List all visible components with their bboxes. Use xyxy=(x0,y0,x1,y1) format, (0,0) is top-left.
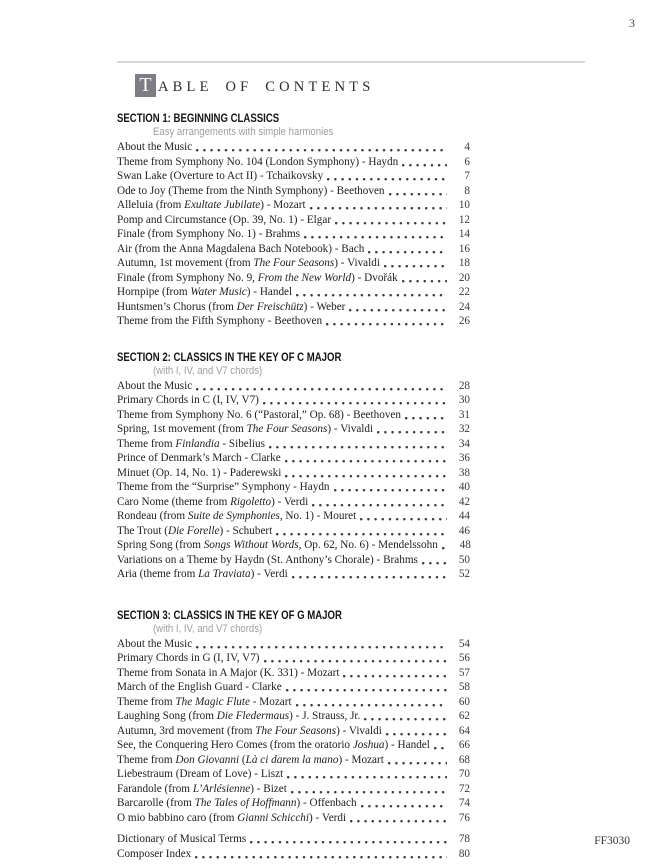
toc-entry xyxy=(117,155,470,170)
entry-title xyxy=(117,666,339,681)
dot-leader xyxy=(364,709,447,724)
entry-title xyxy=(117,155,398,170)
toc-entry xyxy=(117,495,470,510)
dot-leader xyxy=(368,242,447,257)
entry-page-number: 64 xyxy=(458,724,470,737)
entry-page-number: 58 xyxy=(458,681,470,693)
entry-title xyxy=(117,753,384,768)
entry-title xyxy=(117,680,282,695)
toc-entry xyxy=(117,285,470,300)
entry-page-number: 80 xyxy=(458,847,470,860)
dot-leader xyxy=(327,169,447,184)
entry-title-part: About the Music xyxy=(117,141,193,153)
entry-title-part: ) - J. Strauss, Jr. xyxy=(289,710,361,722)
toc-entry xyxy=(117,832,470,847)
entry-page-number: 36 xyxy=(458,452,470,464)
toc-entry xyxy=(117,408,470,423)
entry-title xyxy=(117,651,260,666)
entry-title-italic-part: Water Music xyxy=(190,286,247,298)
dot-leader xyxy=(296,695,447,710)
entry-title xyxy=(117,480,330,495)
entry-title-part: Hornpipe (from xyxy=(117,286,191,298)
entry-title-part: Theme from xyxy=(117,753,176,766)
dot-leader xyxy=(442,538,448,553)
section-header-text: SECTION 2: CLASSICS IN THE KEY OF C MAJOR xyxy=(117,349,342,364)
dot-leader xyxy=(285,451,447,466)
entry-title xyxy=(117,637,192,652)
entry-title-part: ) - Schubert xyxy=(219,524,273,537)
entry-title-part: O mio babbino caro (from xyxy=(117,811,238,824)
entry-title xyxy=(117,379,192,394)
entry-title xyxy=(117,767,283,782)
toc-section xyxy=(117,350,470,582)
section-subtitle-text: (with I, IV, and V7 chords) xyxy=(153,622,263,635)
entry-title xyxy=(117,811,346,826)
dot-leader xyxy=(250,832,447,847)
entry-title-italic-part: Don Giovanni xyxy=(175,753,240,766)
dot-leader xyxy=(402,271,447,286)
entry-title-part: Composer Index xyxy=(117,847,192,860)
entry-title xyxy=(117,198,306,213)
entry-title xyxy=(117,451,281,466)
entry-title xyxy=(117,538,438,553)
entry-page-number: 22 xyxy=(458,286,470,298)
dot-leader xyxy=(304,227,447,242)
entry-title-part: Finale (from Symphony No. 1) - Brahms xyxy=(117,228,301,240)
section-subtitle xyxy=(153,125,470,140)
entry-title-part: Autumn, 1st movement (from xyxy=(117,257,254,269)
dot-leader xyxy=(292,567,447,582)
toc-entry xyxy=(117,393,470,408)
entry-page-number: 10 xyxy=(458,199,470,211)
entry-title-part: Theme from Symphony No. 6 (“Pastoral,” Op. 68) - Beethoven xyxy=(117,408,401,421)
dot-leader xyxy=(195,847,447,862)
entry-title xyxy=(117,524,272,539)
entry-title-italic-part: Die Fledermaus xyxy=(216,710,290,722)
section-header-text: SECTION 1: BEGINNING CLASSICS xyxy=(117,111,280,125)
entry-page-number: 60 xyxy=(458,695,470,708)
dot-leader xyxy=(361,796,447,811)
entry-page-number: 38 xyxy=(458,466,470,479)
entry-title-part: Barcarolle (from xyxy=(117,797,195,809)
entry-page-number: 74 xyxy=(458,797,470,809)
entry-title-part: Theme from Sonata in A Major (K. 331) - Mozart xyxy=(117,666,340,679)
entry-title-part: See, the Conquering Hero Comes (from the oratorio xyxy=(117,739,353,751)
entry-title-part: Theme from xyxy=(117,437,176,450)
dot-leader xyxy=(310,198,447,213)
dot-leader xyxy=(326,314,447,329)
toc-entry xyxy=(117,847,470,862)
entry-page-number: 70 xyxy=(458,768,470,780)
entry-title-part: ) - Verdi xyxy=(309,811,347,824)
dot-leader xyxy=(388,753,447,768)
entry-page-number: 14 xyxy=(458,228,470,240)
entry-title xyxy=(117,695,292,710)
entry-page-number: 72 xyxy=(458,782,470,795)
entry-title-part: Farandole (from xyxy=(117,782,193,795)
entry-title-part: Huntsmen’s Chorus (from xyxy=(117,300,237,313)
dot-leader xyxy=(312,495,447,510)
toc-entry xyxy=(117,695,470,710)
entry-title-part: Alleluia (from xyxy=(117,199,185,211)
dot-leader xyxy=(196,637,447,652)
entry-title-italic-part: The Four Seasons xyxy=(255,724,337,737)
toc-entry xyxy=(117,198,470,213)
toc-section xyxy=(117,608,470,826)
dot-leader xyxy=(196,379,447,394)
entry-page-number: 20 xyxy=(458,271,470,284)
toc-entry xyxy=(117,567,470,582)
entry-title xyxy=(117,553,418,568)
section-subtitle-text: Easy arrangements with simple harmonies xyxy=(153,126,334,138)
entry-title xyxy=(117,256,380,271)
dot-leader xyxy=(434,738,447,753)
entry-title-part: Dictionary of Musical Terms xyxy=(117,833,247,845)
entry-title-part: ( xyxy=(239,753,246,766)
toc-entry xyxy=(117,538,470,553)
entry-title-italic-part: La Traviata xyxy=(198,568,251,580)
toc-entry xyxy=(117,509,470,524)
dot-leader xyxy=(269,437,447,452)
entry-page-number: 12 xyxy=(458,213,470,226)
entry-title-part: Theme from the Fifth Symphony - Beethoven xyxy=(117,315,323,327)
page-number: 3 xyxy=(629,16,635,30)
entry-page-number: 31 xyxy=(458,408,470,421)
entry-page-number: 66 xyxy=(458,739,470,751)
entry-title xyxy=(117,709,360,724)
entry-title-italic-part: From the New World xyxy=(257,271,352,284)
dot-leader xyxy=(350,811,447,826)
toc-entry xyxy=(117,637,470,652)
dot-leader xyxy=(389,184,447,199)
dot-leader xyxy=(334,480,447,495)
toc-entry xyxy=(117,480,470,495)
entry-title xyxy=(117,724,382,739)
dot-leader xyxy=(286,680,447,695)
entry-title-part: , No. 1) - Mouret xyxy=(279,510,357,522)
entry-page-number: 57 xyxy=(458,666,470,679)
entry-title-part: Pomp and Circumstance (Op. 39, No. 1) - Elgar xyxy=(117,213,332,226)
toc-entry xyxy=(117,422,470,437)
entry-title-italic-part: Joshua xyxy=(352,739,385,751)
dot-leader xyxy=(402,155,447,170)
entry-title-part: - Mozart xyxy=(249,695,292,708)
toc-section xyxy=(117,111,470,329)
dot-leader xyxy=(287,767,447,782)
toc-entry xyxy=(117,213,470,228)
entry-title xyxy=(117,466,281,481)
toc-entry xyxy=(117,680,470,695)
toc-entry xyxy=(117,227,470,242)
toc-entry xyxy=(117,451,470,466)
entry-title-part: Spring Song (from xyxy=(117,539,204,551)
dot-leader xyxy=(386,724,447,739)
entry-title-italic-part: Der Freischütz xyxy=(236,300,304,313)
entry-title xyxy=(117,796,357,811)
entry-page-number: 42 xyxy=(458,495,470,508)
entry-title xyxy=(117,422,373,437)
entry-page-number: 78 xyxy=(458,833,470,845)
entry-page-number: 18 xyxy=(458,257,470,269)
toc-entry xyxy=(117,753,470,768)
dot-leader xyxy=(335,213,447,228)
entry-title-italic-part: The Four Seasons xyxy=(246,423,328,435)
entry-title-part: ) - Offenbach xyxy=(296,797,357,809)
toc-entry xyxy=(117,796,470,811)
entry-title-part: ) - Weber xyxy=(303,300,346,313)
dot-leader xyxy=(349,300,447,315)
entry-title-part: Liebestraum (Dream of Love) - Liszt xyxy=(117,768,284,780)
entry-title-part: ) - Bizet xyxy=(250,782,287,795)
toc-entry xyxy=(117,666,470,681)
dot-leader xyxy=(291,782,447,797)
entry-title-part: Primary Chords in C (I, IV, V7) xyxy=(117,394,259,406)
entry-page-number: 62 xyxy=(458,710,470,722)
entry-title-part: Prince of Denmark’s March - Clarke xyxy=(117,452,281,464)
entry-page-number: 46 xyxy=(458,524,470,537)
dot-leader xyxy=(285,466,447,481)
entry-title-italic-part: The Tales of Hoffmann xyxy=(194,797,297,809)
entry-title-italic-part: Finlandia xyxy=(175,437,220,450)
toc-entry xyxy=(117,256,470,271)
entry-title-part: Primary Chords in G (I, IV, V7) xyxy=(117,652,260,664)
entry-title xyxy=(117,184,385,199)
entry-title xyxy=(117,300,345,315)
entry-title-part: Ode to Joy (Theme from the Ninth Symphony) - Beethoven xyxy=(117,184,385,197)
back-matter xyxy=(117,832,470,861)
dot-leader xyxy=(377,422,447,437)
section-header-text: SECTION 3: CLASSICS IN THE KEY OF G MAJOR xyxy=(117,607,342,622)
entry-page-number: 24 xyxy=(458,300,470,313)
entry-page-number: 44 xyxy=(458,510,470,522)
entry-title-italic-part: The Four Seasons xyxy=(253,257,335,269)
entry-title xyxy=(117,140,192,155)
top-rule xyxy=(117,61,585,63)
page-title-text: ABLE OF CONTENTS xyxy=(158,79,375,95)
toc-entry xyxy=(117,767,470,782)
entry-title xyxy=(117,314,322,329)
entry-title xyxy=(117,738,430,753)
dot-leader xyxy=(196,140,447,155)
toc-entry xyxy=(117,314,470,329)
entry-title-part: ) - Vivaldi xyxy=(334,257,380,269)
toc-entry xyxy=(117,782,470,797)
entry-page-number: 54 xyxy=(458,637,470,650)
toc-entry xyxy=(117,524,470,539)
toc-entry xyxy=(117,811,470,826)
entry-title-part: About the Music xyxy=(117,637,193,650)
toc-entry xyxy=(117,140,470,155)
dot-leader xyxy=(276,524,447,539)
toc-entry xyxy=(117,271,470,286)
dot-leader xyxy=(263,393,447,408)
entry-page-number: 56 xyxy=(458,652,470,664)
entry-title-part: ) - Verdi xyxy=(250,568,288,580)
entry-title-part: Variations on a Theme by Haydn (St. Anthony’s Chorale) - Brahms xyxy=(117,553,418,566)
entry-title-italic-part: Exultate Jubilate xyxy=(184,199,261,211)
entry-title-part: Laughing Song (from xyxy=(117,710,217,722)
entry-title-part: ) - Dvořák xyxy=(351,271,398,284)
entry-title-part: Minuet (Op. 14, No. 1) - Paderewski xyxy=(117,466,282,479)
dot-leader xyxy=(422,553,447,568)
dot-leader xyxy=(360,509,447,524)
footer-plate-code: FF3030 xyxy=(594,835,630,847)
toc-entry xyxy=(117,242,470,257)
entry-title xyxy=(117,437,265,452)
entry-title-part: About the Music xyxy=(117,379,193,392)
entry-title-part: ) - Mozart xyxy=(260,199,306,211)
entry-title-part: ) - Verdi xyxy=(271,495,309,508)
entry-title-part: - Sibelius xyxy=(219,437,265,450)
section-subtitle-text: (with I, IV, and V7 chords) xyxy=(153,364,263,377)
toc-entry xyxy=(117,379,470,394)
entry-title xyxy=(117,213,331,228)
entry-page-number: 7 xyxy=(464,170,470,182)
title-dropcap: T xyxy=(135,74,156,97)
entry-title xyxy=(117,509,356,524)
entry-title xyxy=(117,408,401,423)
entry-title-part: ) - Mozart xyxy=(338,753,384,766)
entry-page-number: 8 xyxy=(464,184,470,197)
toc-entry xyxy=(117,300,470,315)
entry-title-italic-part: Rigoletto xyxy=(230,495,272,508)
entry-title-part: Autumn, 3rd movement (from xyxy=(117,724,256,737)
toc-entry xyxy=(117,724,470,739)
section-header xyxy=(117,350,470,364)
toc-entry xyxy=(117,651,470,666)
toc-entry xyxy=(117,738,470,753)
entry-title-italic-part: The Magic Flute xyxy=(175,695,250,708)
toc-sections xyxy=(117,111,470,861)
entry-title xyxy=(117,832,246,847)
entry-title xyxy=(117,242,364,257)
entry-title-part: Theme from Symphony No. 104 (London Symphony) - Haydn xyxy=(117,155,399,168)
entry-page-number: 68 xyxy=(458,753,470,766)
entry-page-number: 40 xyxy=(458,481,470,493)
section-header xyxy=(117,608,470,622)
entry-title-part: Theme from the “Surprise” Symphony - Haydn xyxy=(117,481,330,493)
entry-title xyxy=(117,495,308,510)
entry-title-part: , Op. 62, No. 6) - Mendelssohn xyxy=(298,539,438,551)
entry-page-number: 30 xyxy=(458,394,470,406)
entry-title-part: Finale (from Symphony No. 9, xyxy=(117,271,258,284)
dot-leader xyxy=(384,256,447,271)
entry-title-part: ) - Vivaldi xyxy=(327,423,374,435)
entry-title-italic-part: Die Forelle xyxy=(167,524,220,537)
entry-page-number: 48 xyxy=(459,539,471,551)
entry-page-number: 32 xyxy=(458,423,470,435)
entry-title-italic-part: L’Arlésienne xyxy=(192,782,251,795)
entry-title-part: Theme from xyxy=(117,695,176,708)
entry-page-number: 6 xyxy=(464,155,470,168)
entry-title-italic-part: Là ci darem la mano xyxy=(245,753,339,766)
entry-page-number: 34 xyxy=(458,437,470,450)
entry-page-number: 76 xyxy=(458,811,470,824)
entry-title-part: March of the English Guard - Clarke xyxy=(117,681,282,693)
toc-entry xyxy=(117,466,470,481)
page-title xyxy=(135,74,375,97)
toc-entry xyxy=(117,184,470,199)
entry-title xyxy=(117,285,292,300)
entry-title-part: Rondeau (from xyxy=(117,510,188,522)
entry-title-part: Aria (theme from xyxy=(117,568,199,580)
section-subtitle xyxy=(153,622,470,637)
entry-title-part: ) - Vivaldi xyxy=(336,724,382,737)
entry-title xyxy=(117,227,300,242)
entry-page-number: 26 xyxy=(458,315,470,327)
section-subtitle xyxy=(153,364,470,379)
toc-entry xyxy=(117,553,470,568)
entry-title xyxy=(117,847,191,862)
entry-title xyxy=(117,271,398,286)
entry-page-number: 52 xyxy=(458,568,470,580)
entry-title-italic-part: Suite de Symphonies xyxy=(187,510,280,522)
entry-title-part: ) - Handel xyxy=(384,739,430,751)
dot-leader xyxy=(264,651,447,666)
entry-page-number: 16 xyxy=(458,242,470,255)
entry-title-part: Swan Lake (Overture to Act II) - Tchaikovsky xyxy=(117,170,324,182)
dot-leader xyxy=(405,408,447,423)
entry-title-part: The Trout ( xyxy=(117,524,168,537)
entry-title-italic-part: Gianni Schicchi xyxy=(237,811,310,824)
entry-page-number: 4 xyxy=(464,141,470,153)
toc-entry xyxy=(117,709,470,724)
entry-title xyxy=(117,567,288,582)
entry-title-italic-part: Songs Without Words xyxy=(203,539,299,551)
entry-title-part: ) - Handel xyxy=(246,286,293,298)
entry-page-number: 50 xyxy=(458,553,470,566)
section-header xyxy=(117,111,470,125)
toc-entry xyxy=(117,437,470,452)
entry-title-part: Air (from the Anna Magdalena Bach Notebook) - Bach xyxy=(117,242,365,255)
entry-page-number: 28 xyxy=(458,379,470,392)
entry-title xyxy=(117,169,323,184)
entry-title xyxy=(117,782,287,797)
dot-leader xyxy=(296,285,447,300)
toc-entry xyxy=(117,169,470,184)
entry-title xyxy=(117,393,259,408)
dot-leader xyxy=(343,666,447,681)
entry-title-part: Caro Nome (theme from xyxy=(117,495,231,508)
entry-title-part: Spring, 1st movement (from xyxy=(117,423,247,435)
